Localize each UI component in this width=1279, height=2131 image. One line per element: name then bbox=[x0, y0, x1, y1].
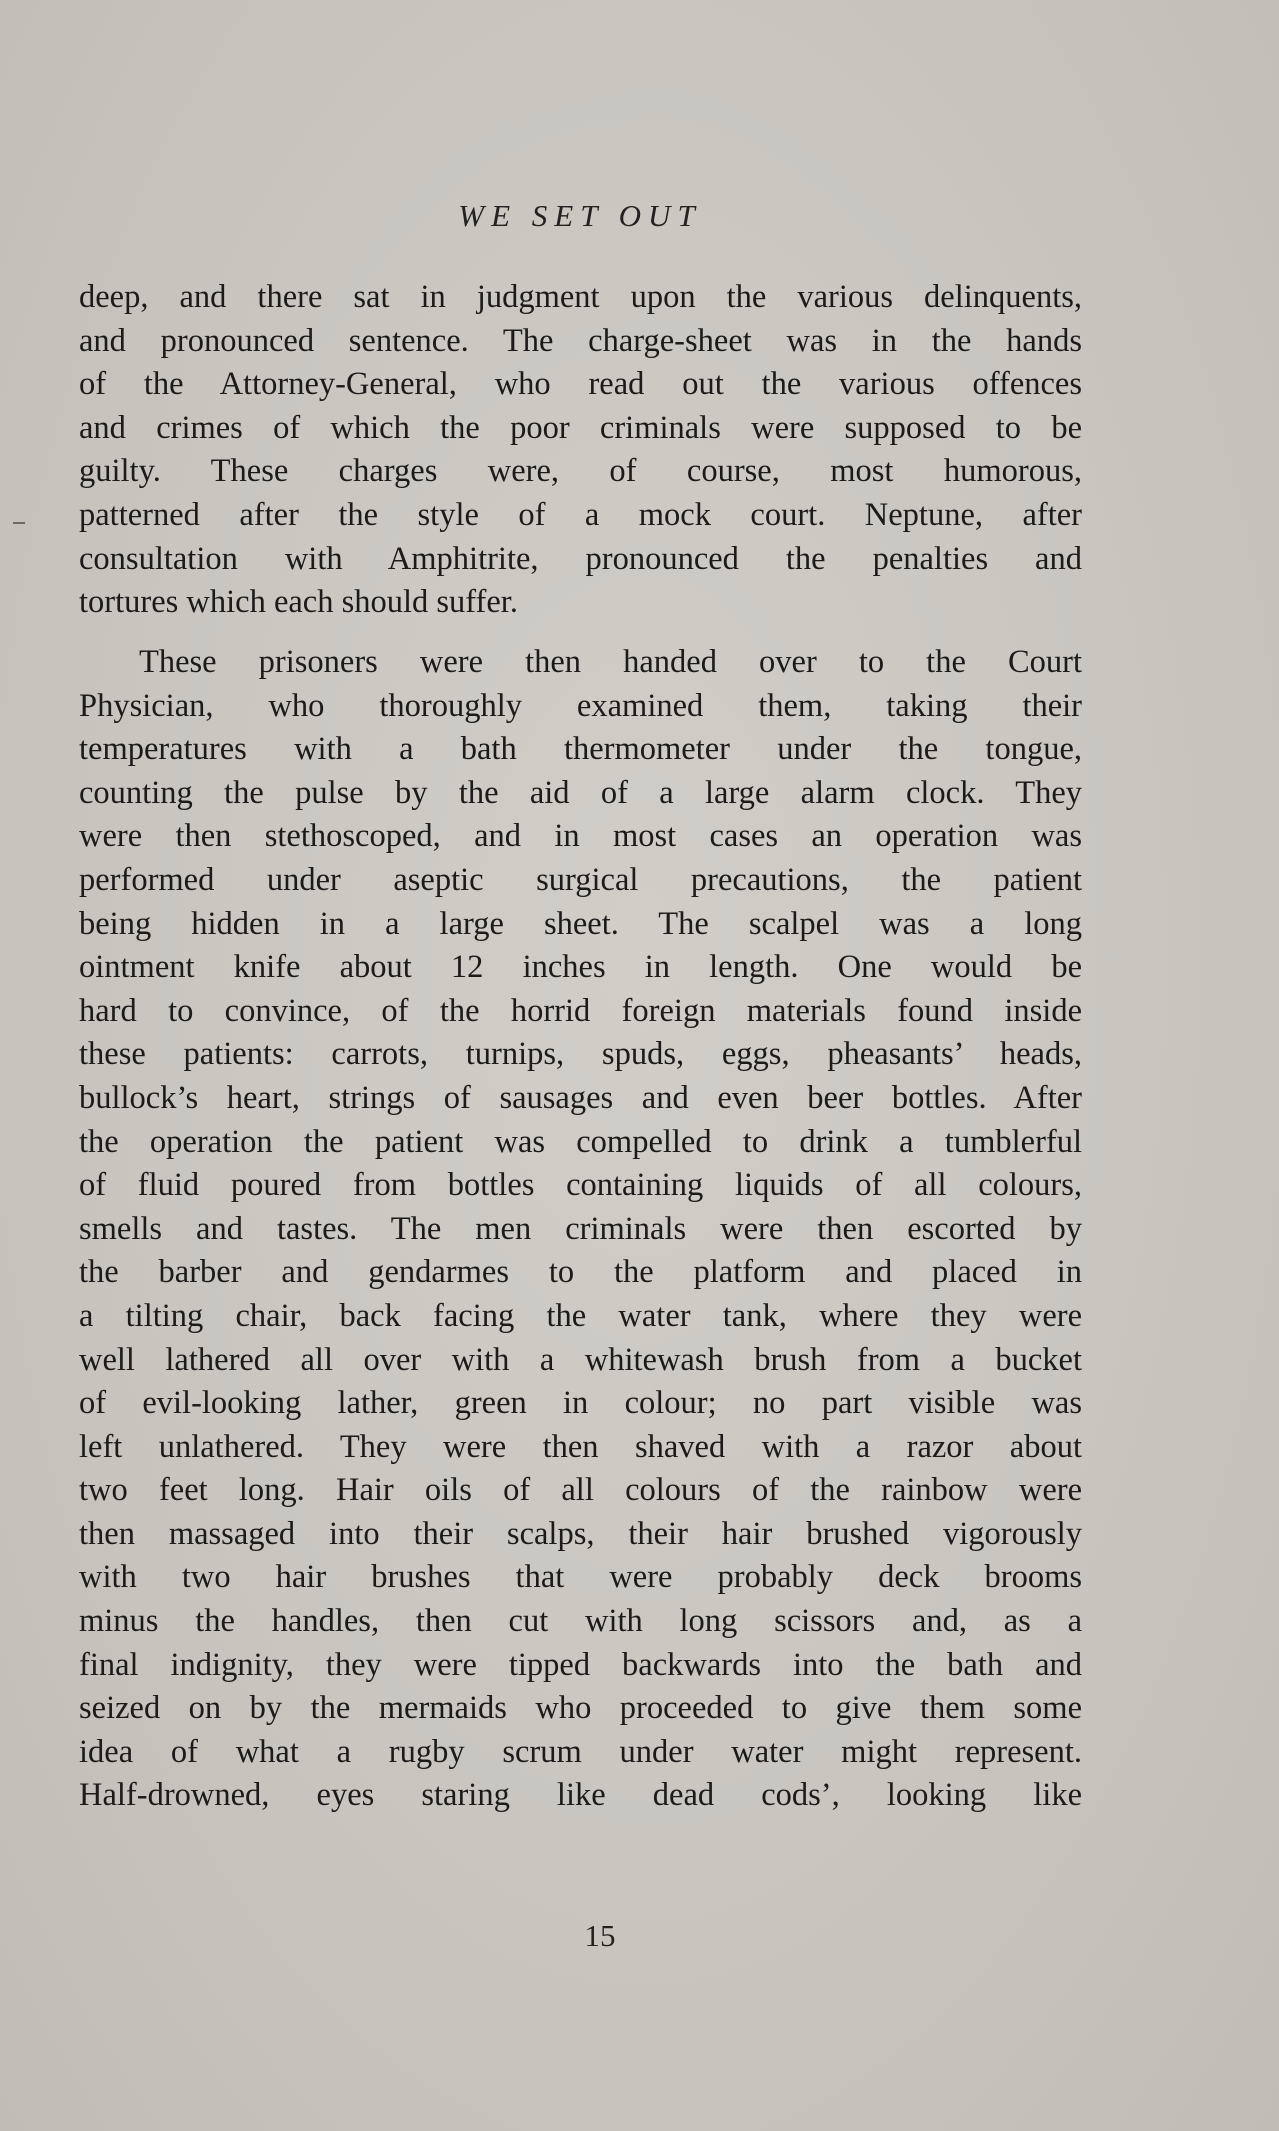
paragraph-line: Physician, who thoroughly examined them, taking their bbox=[79, 687, 1082, 724]
paragraph-line: with two hair brushes that were probably deck brooms bbox=[79, 1559, 1082, 1596]
paragraph-line: were then stethoscoped, and in most cases an operation was bbox=[79, 818, 1082, 855]
paragraph-line: smells and tastes. The men criminals were then escorted by bbox=[79, 1210, 1082, 1247]
paragraph-line: the operation the patient was compelled to drink a tumblerful bbox=[79, 1123, 1082, 1160]
paragraph-line: seized on by the mermaids who proceeded to give them some bbox=[79, 1690, 1082, 1727]
running-head: WE SET OUT bbox=[458, 198, 702, 233]
paragraph-line: well lathered all over with a whitewash brush from a bucket bbox=[79, 1341, 1082, 1378]
paragraph-line: being hidden in a large sheet. The scalpel was a long bbox=[79, 905, 1082, 942]
paragraph-line: deep, and there sat in judgment upon the various delinquents, bbox=[79, 279, 1082, 315]
paragraph-line: consultation with Amphitrite, pronounced the penalties and bbox=[79, 540, 1082, 577]
paragraph-2 bbox=[79, 641, 1082, 1818]
paragraph-line: of the Attorney-General, who read out the various offences bbox=[79, 366, 1082, 403]
margin-mark bbox=[13, 522, 25, 524]
paragraph-line: performed under aseptic surgical precautions, the patient bbox=[79, 861, 1082, 898]
paragraph-line: bullock’s heart, strings of sausages and even beer bottles. After bbox=[79, 1079, 1082, 1116]
paragraph-line: left unlathered. They were then shaved with a razor about bbox=[79, 1428, 1082, 1465]
paragraph-line: minus the handles, then cut with long scissors and, as a bbox=[79, 1603, 1082, 1640]
paragraph-line: idea of what a rugby scrum under water might represent. bbox=[79, 1733, 1082, 1770]
paragraph-line: temperatures with a bath thermometer under the tongue, bbox=[79, 731, 1082, 768]
paragraph-line: Half-drowned, eyes staring like dead cods’, looking like bbox=[79, 1777, 1082, 1814]
paragraph-line: These prisoners were then handed over to the Court bbox=[139, 644, 1082, 680]
paragraph-line: patterned after the style of a mock court. Neptune, after bbox=[79, 496, 1082, 533]
paragraph-line: the barber and gendarmes to the platform and placed in bbox=[79, 1254, 1082, 1291]
paragraph-line: two feet long. Hair oils of all colours of the rainbow were bbox=[79, 1472, 1082, 1509]
paragraph-line: tortures which each should suffer. bbox=[79, 584, 518, 621]
paragraph-line: final indignity, they were tipped backwards into the bath and bbox=[79, 1646, 1082, 1683]
paragraph-line: of evil-looking lather, green in colour; no part visible was bbox=[79, 1385, 1082, 1422]
paragraph-line: and pronounced sentence. The charge-sheet was in the hands bbox=[79, 322, 1082, 359]
paragraph-line: a tilting chair, back facing the water tank, where they were bbox=[79, 1297, 1082, 1334]
page-number: 15 bbox=[584, 1918, 616, 1953]
paragraph-line: counting the pulse by the aid of a large alarm clock. They bbox=[79, 774, 1082, 811]
paragraph-line: ointment knife about 12 inches in length. One would be bbox=[79, 949, 1082, 986]
paragraph-1 bbox=[79, 276, 1082, 625]
paragraph-line: these patients: carrots, turnips, spuds, eggs, pheasants’ heads, bbox=[79, 1036, 1082, 1073]
paragraph-line: and crimes of which the poor criminals were supposed to be bbox=[79, 409, 1082, 446]
paragraph-line: guilty. These charges were, of course, most humorous, bbox=[79, 453, 1082, 490]
paragraph-line: then massaged into their scalps, their hair brushed vigorously bbox=[79, 1515, 1082, 1552]
paragraph-line: hard to convince, of the horrid foreign materials found inside bbox=[79, 992, 1082, 1029]
paragraph-line: of fluid poured from bottles containing liquids of all colours, bbox=[79, 1167, 1082, 1204]
